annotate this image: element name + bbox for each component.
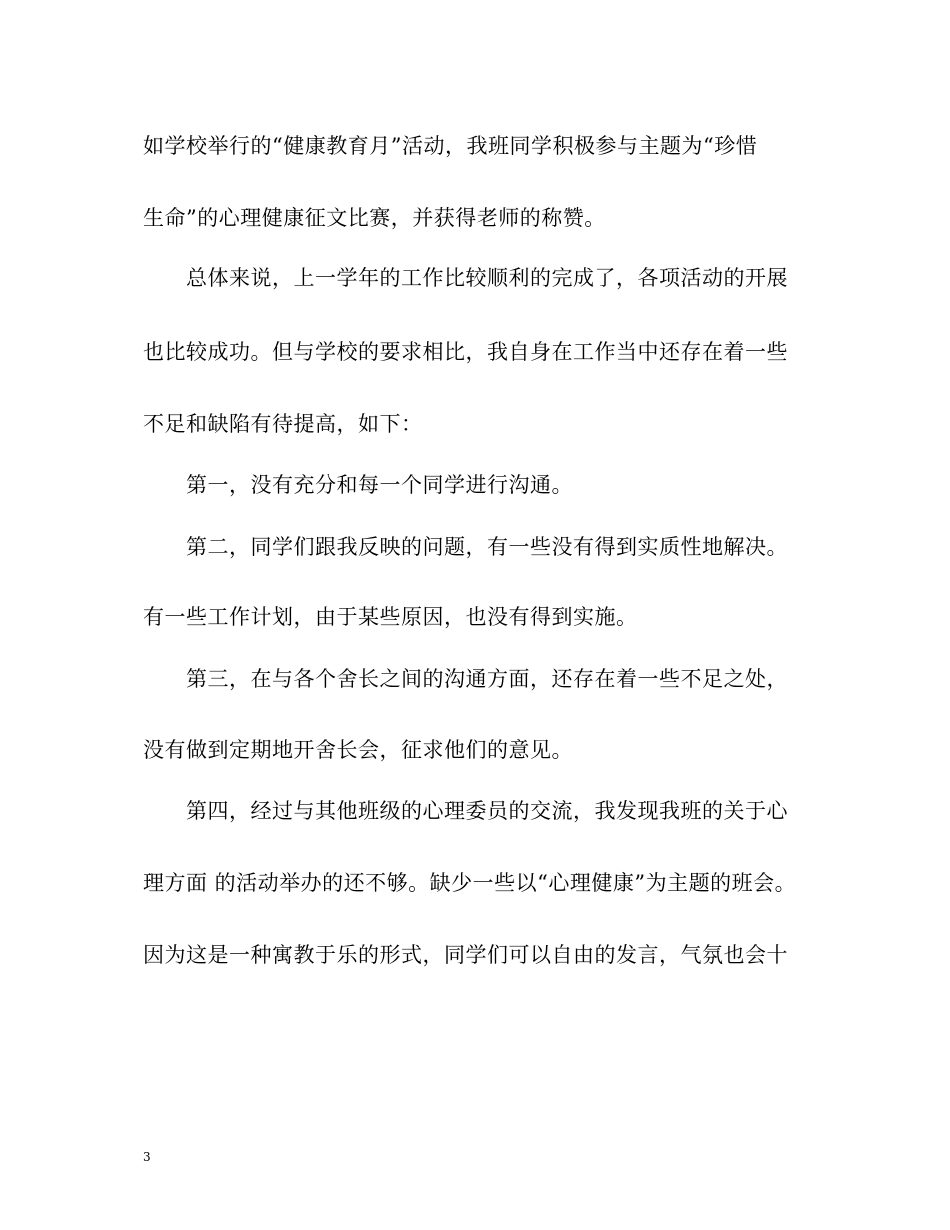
text-line: 第二，同学们跟我反映的问题，有一些没有得到实质性地解决。: [186, 535, 788, 559]
text-line: 没有做到定期地开舍长会，征求他们的意见。: [143, 738, 573, 762]
text-line: 因为这是一种寓教于乐的形式，同学们可以自由的发言，气氛也会十: [143, 943, 788, 967]
text-line: 第三，在与各个舍长之间的沟通方面，还存在着一些不足之处，: [186, 667, 788, 691]
text-line: 第一，没有充分和每一个同学进行沟通。: [186, 473, 573, 497]
page-number: 3: [143, 1150, 151, 1164]
text-line: 生命”的心理健康征文比赛，并获得老师的称赞。: [143, 206, 606, 230]
text-line: 不足和缺陷有待提高，如下：: [143, 412, 423, 436]
text-line: 理方面 的活动举办的还不够。缺少一些以“心理健康”为主题的班会。: [143, 871, 797, 895]
text-line: 也比较成功。但与学校的要求相比，我自身在工作当中还存在着一些: [143, 340, 788, 364]
text-line: 有一些工作计划，由于某些原因，也没有得到实施。: [143, 605, 638, 629]
text-line: 第四，经过与其他班级的心理委员的交流，我发现我班的关于心: [186, 799, 788, 823]
text-line: 总体来说，上一学年的工作比较顺利的完成了，各项活动的开展: [186, 266, 788, 290]
text-line: 如学校举行的“健康教育月”活动，我班同学积极参与主题为“珍惜: [143, 134, 758, 158]
